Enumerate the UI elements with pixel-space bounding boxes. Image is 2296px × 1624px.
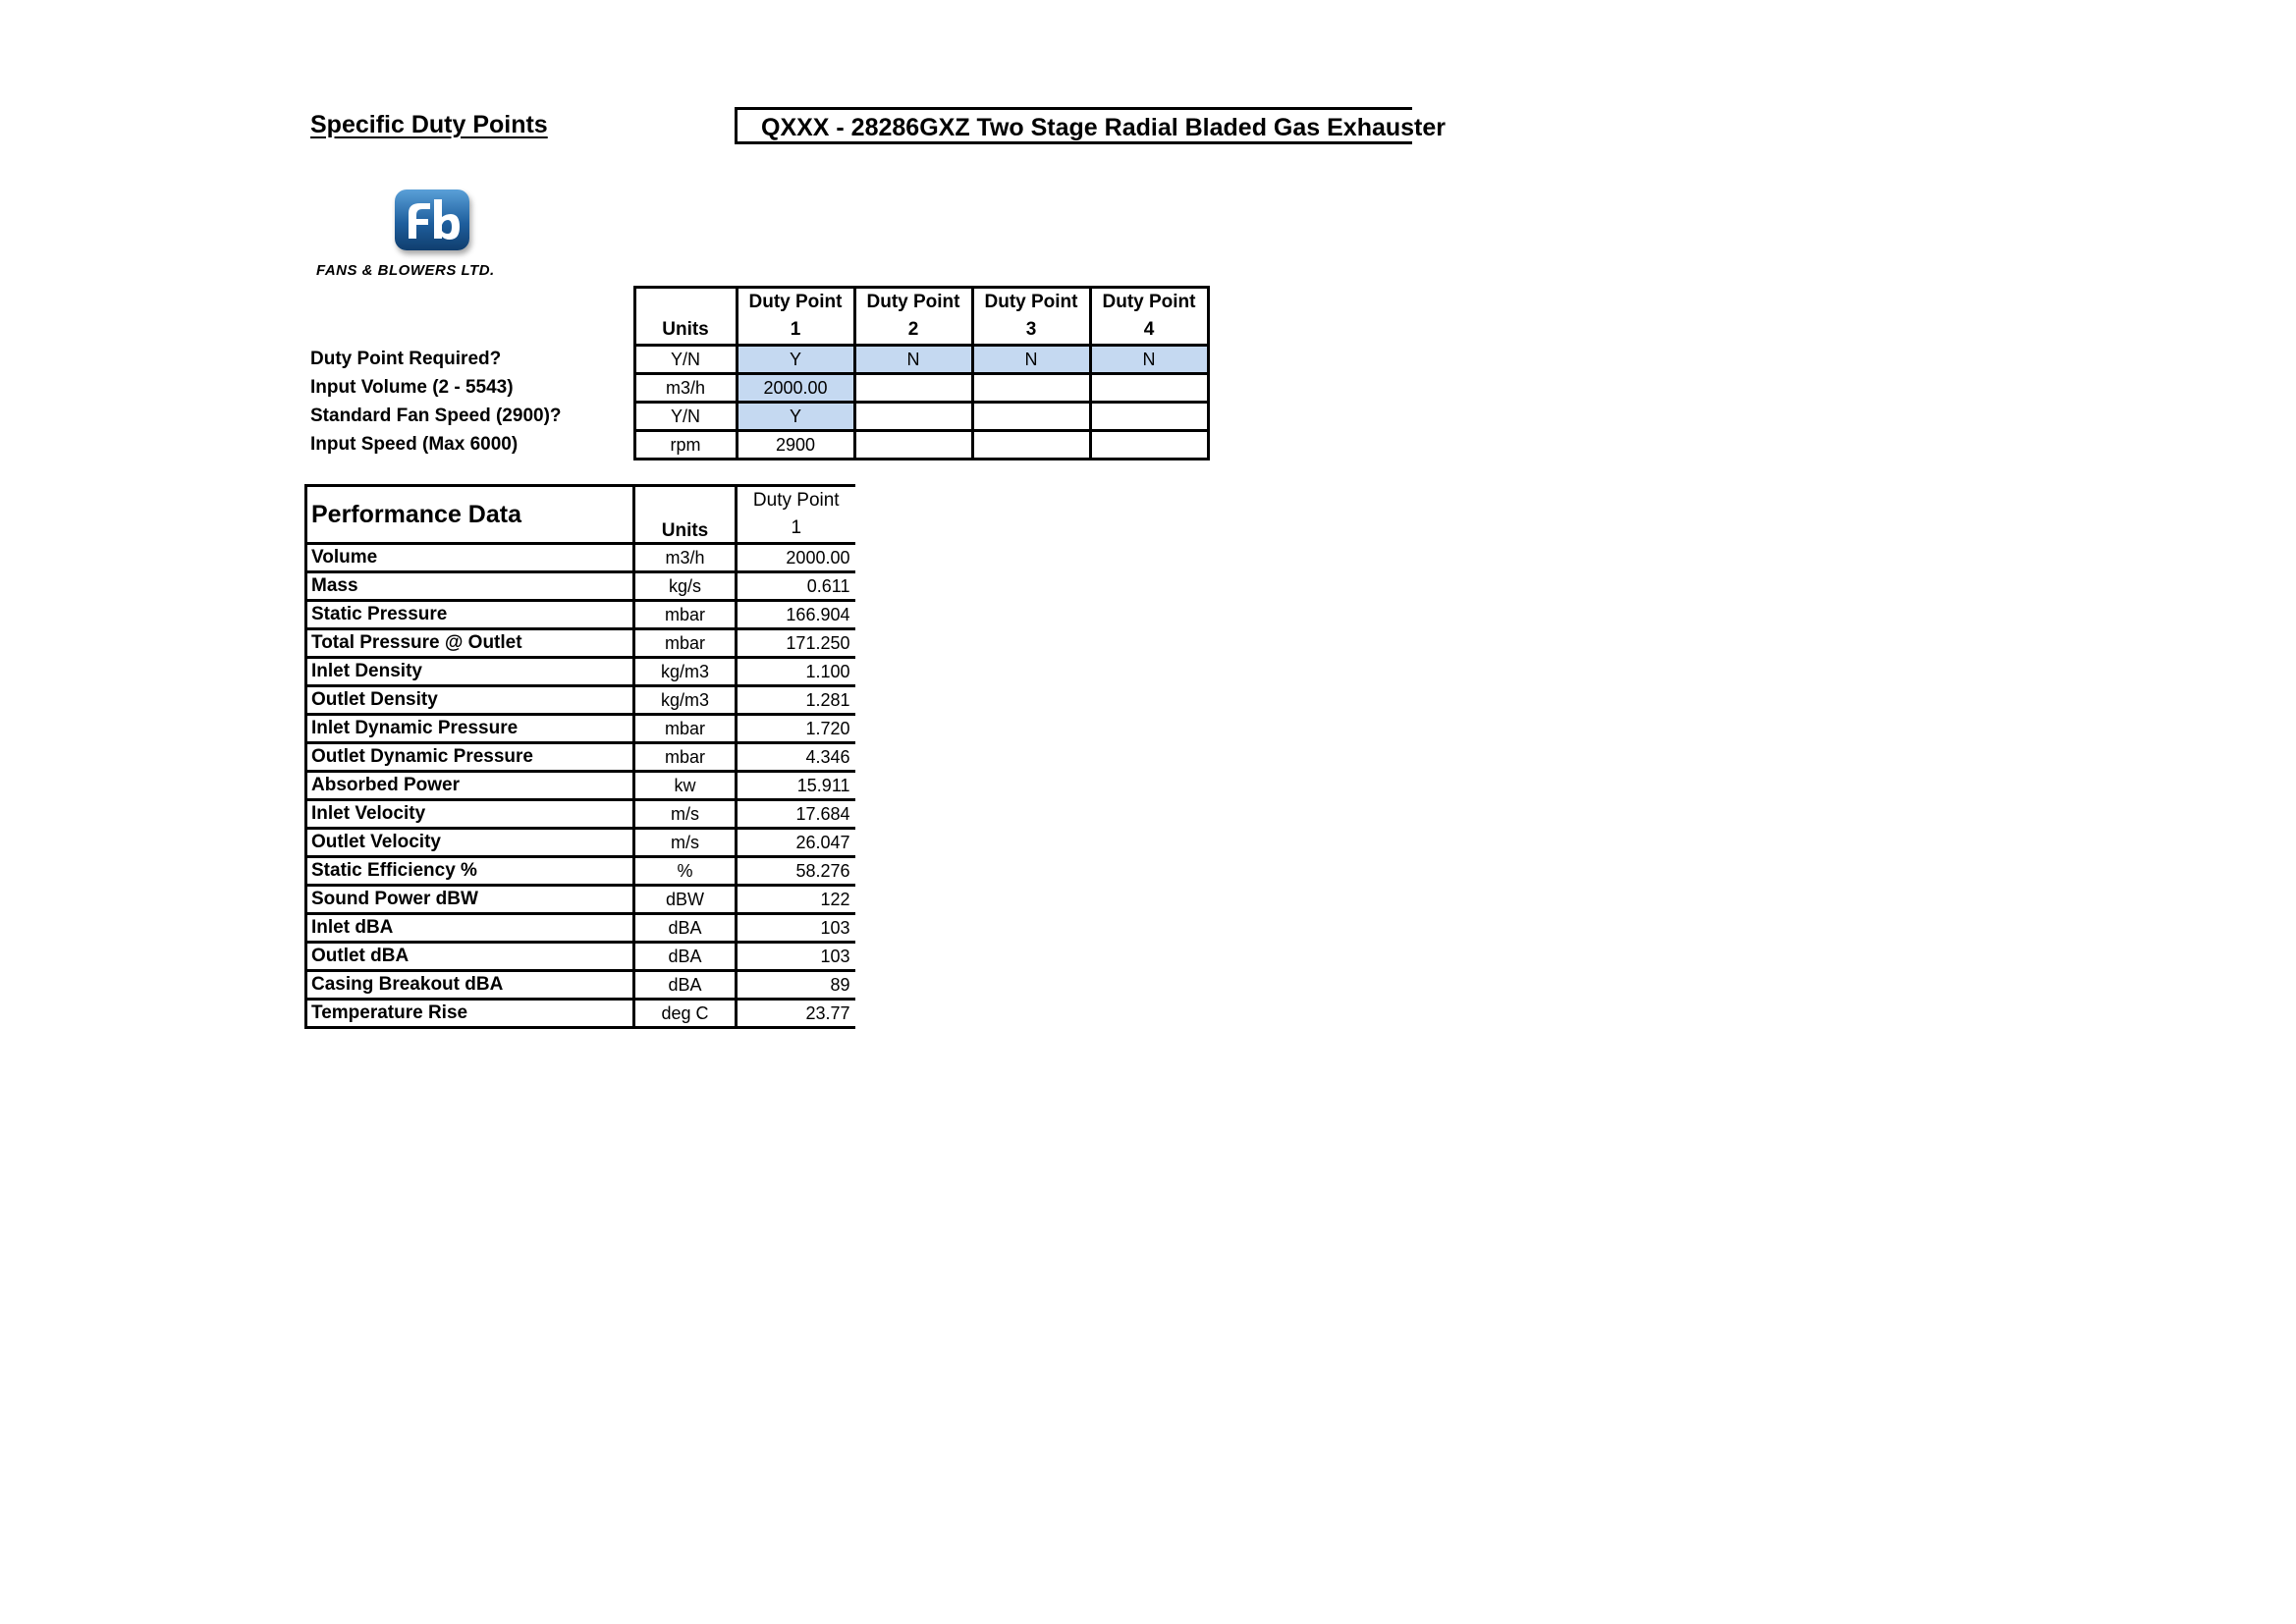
performance-title: Performance Data	[306, 486, 634, 544]
input-header-row	[308, 288, 1208, 346]
table-row	[306, 743, 855, 772]
perf-value: 1.100	[737, 658, 855, 686]
input-label: Standard Fan Speed (2900)?	[310, 406, 562, 426]
input-label: Input Speed (Max 6000)	[310, 434, 519, 455]
table-row	[306, 686, 855, 715]
input-cell[interactable]	[1090, 431, 1208, 460]
logo-badge-icon	[395, 189, 469, 250]
perf-label: Inlet Velocity	[306, 800, 634, 829]
input-cell[interactable]: Y	[737, 346, 854, 374]
perf-value: 23.77	[737, 1000, 855, 1028]
input-cell[interactable]: N	[972, 346, 1090, 374]
table-row	[306, 943, 855, 971]
title-box	[735, 107, 1446, 144]
input-cell[interactable]: 2900	[737, 431, 854, 460]
input-cell[interactable]	[1090, 374, 1208, 403]
perf-label: Absorbed Power	[306, 772, 634, 800]
perf-value: 103	[737, 943, 855, 971]
performance-duty-point-header: Duty Point 1	[737, 486, 855, 544]
table-row	[306, 914, 855, 943]
performance-units-header: Units	[634, 486, 737, 544]
perf-label: Total Pressure @ Outlet	[306, 629, 634, 658]
perf-label: Outlet Dynamic Pressure	[306, 743, 634, 772]
logo-text: FANS & BLOWERS LTD.	[316, 262, 495, 279]
duty-point-input-table	[308, 286, 1210, 460]
input-cell[interactable]	[854, 374, 972, 403]
perf-value: 15.911	[737, 772, 855, 800]
perf-value: 103	[737, 914, 855, 943]
perf-label: Outlet Density	[306, 686, 634, 715]
perf-unit: deg C	[634, 1000, 737, 1028]
perf-label: Inlet Dynamic Pressure	[306, 715, 634, 743]
input-unit: rpm	[634, 431, 737, 460]
input-unit: Y/N	[634, 346, 737, 374]
perf-label: Inlet dBA	[306, 914, 634, 943]
perf-value: 166.904	[737, 601, 855, 629]
duty-point-header-2: Duty Point 2	[854, 288, 972, 346]
input-row-duty-point-required	[308, 346, 1208, 374]
perf-unit: mbar	[634, 601, 737, 629]
table-row	[306, 971, 855, 1000]
perf-value: 17.684	[737, 800, 855, 829]
input-cell[interactable]	[854, 403, 972, 431]
perf-unit: kw	[634, 772, 737, 800]
perf-unit: dBA	[634, 943, 737, 971]
table-row	[306, 629, 855, 658]
perf-unit: m3/h	[634, 544, 737, 572]
units-header: Units	[634, 288, 737, 346]
page-heading: Specific Duty Points	[310, 111, 548, 138]
perf-label: Static Efficiency %	[306, 857, 634, 886]
table-row	[306, 857, 855, 886]
perf-value: 26.047	[737, 829, 855, 857]
table-row	[306, 1000, 855, 1028]
input-label: Input Volume (2 - 5543)	[310, 377, 514, 398]
input-unit: Y/N	[634, 403, 737, 431]
company-logo	[316, 189, 552, 283]
perf-unit: mbar	[634, 743, 737, 772]
table-row	[306, 829, 855, 857]
perf-label: Outlet dBA	[306, 943, 634, 971]
performance-data-table	[304, 484, 855, 1029]
perf-value: 1.720	[737, 715, 855, 743]
table-row	[306, 572, 855, 601]
input-row-standard-fan-speed	[308, 403, 1208, 431]
perf-value: 1.281	[737, 686, 855, 715]
perf-label: Mass	[306, 572, 634, 601]
input-cell[interactable]: N	[1090, 346, 1208, 374]
perf-unit: kg/m3	[634, 658, 737, 686]
input-cell[interactable]: N	[854, 346, 972, 374]
table-row	[306, 772, 855, 800]
input-cell[interactable]	[972, 374, 1090, 403]
perf-value: 4.346	[737, 743, 855, 772]
perf-unit: kg/m3	[634, 686, 737, 715]
perf-unit: m/s	[634, 800, 737, 829]
perf-label: Temperature Rise	[306, 1000, 634, 1028]
duty-point-header-1: Duty Point 1	[737, 288, 854, 346]
input-row-input-volume	[308, 374, 1208, 403]
perf-value: 122	[737, 886, 855, 914]
perf-value: 0.611	[737, 572, 855, 601]
table-row	[306, 544, 855, 572]
performance-header-row	[306, 486, 855, 544]
perf-value: 58.276	[737, 857, 855, 886]
perf-unit: dBA	[634, 971, 737, 1000]
input-unit: m3/h	[634, 374, 737, 403]
perf-label: Inlet Density	[306, 658, 634, 686]
perf-unit: dBW	[634, 886, 737, 914]
table-row	[306, 601, 855, 629]
perf-unit: mbar	[634, 629, 737, 658]
duty-point-header-4: Duty Point 4	[1090, 288, 1208, 346]
perf-unit: mbar	[634, 715, 737, 743]
input-cell[interactable]: Y	[737, 403, 854, 431]
perf-value: 89	[737, 971, 855, 1000]
input-cell[interactable]	[854, 431, 972, 460]
perf-unit: m/s	[634, 829, 737, 857]
perf-value: 2000.00	[737, 544, 855, 572]
table-row	[306, 658, 855, 686]
table-row	[306, 800, 855, 829]
table-row	[306, 886, 855, 914]
input-cell[interactable]: 2000.00	[737, 374, 854, 403]
perf-unit: kg/s	[634, 572, 737, 601]
duty-point-header-3: Duty Point 3	[972, 288, 1090, 346]
input-row-input-speed	[308, 431, 1208, 460]
perf-unit: dBA	[634, 914, 737, 943]
perf-label: Casing Breakout dBA	[306, 971, 634, 1000]
table-row	[306, 715, 855, 743]
perf-value: 171.250	[737, 629, 855, 658]
input-cell[interactable]	[972, 403, 1090, 431]
perf-label: Volume	[306, 544, 634, 572]
perf-unit: %	[634, 857, 737, 886]
document-title: QXXX - 28286GXZ Two Stage Radial Bladed Gas Exhauster	[761, 114, 1446, 141]
perf-label: Static Pressure	[306, 601, 634, 629]
perf-label: Sound Power dBW	[306, 886, 634, 914]
input-cell[interactable]	[972, 431, 1090, 460]
input-label: Duty Point Required?	[310, 349, 502, 369]
perf-label: Outlet Velocity	[306, 829, 634, 857]
input-cell[interactable]	[1090, 403, 1208, 431]
